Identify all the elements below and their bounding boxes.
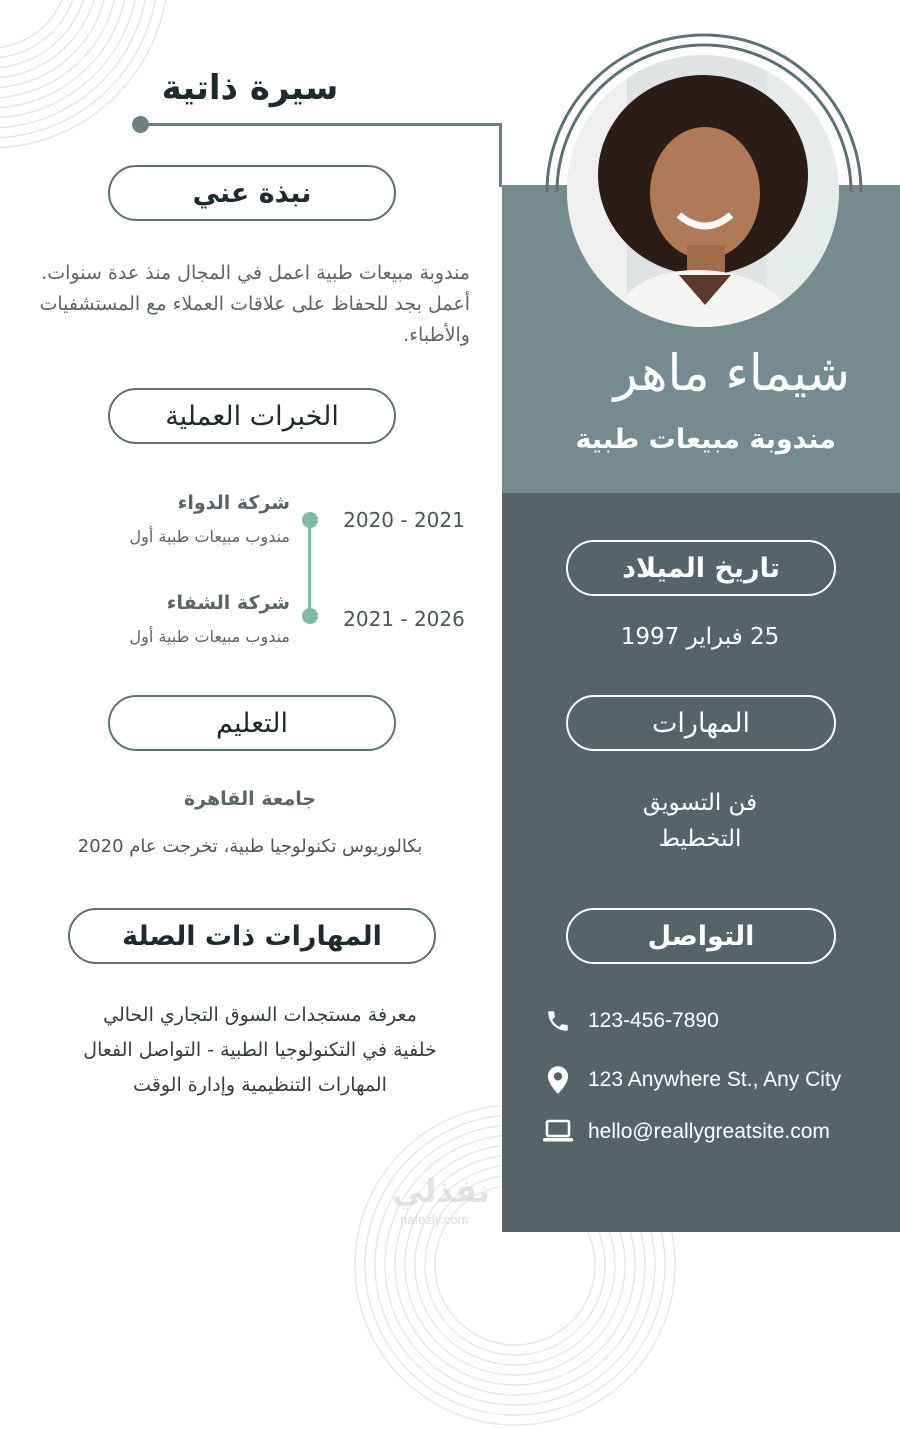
profile-job-title: مندوبة مبيعات طبية [575,424,836,455]
skill-item: التخطيط [658,826,742,852]
connector-line [140,123,502,126]
contact-heading: التواصل [566,908,836,964]
education-heading: التعليم [108,695,396,751]
about-heading: نبذة عني [108,165,396,221]
related-skill-item: المهارات التنظيمية وإدارة الوقت [133,1074,387,1096]
experience-years: 2020 - 2021 [343,508,465,532]
birth-heading: تاريخ الميلاد [566,540,836,596]
connector-dot [132,116,149,133]
profile-name: شيماء ماهر [613,344,850,402]
connector-line-vertical [499,123,502,187]
contact-email-row [540,1117,830,1147]
contact-email[interactable]: hello@reallygreatsite.com [588,1120,830,1143]
profile-photo [567,55,839,327]
experience-heading: الخبرات العملية [108,388,396,444]
experience-company: شركة الشفاء [166,592,290,614]
skills-heading: المهارات [566,695,836,751]
related-skill-item: معرفة مستجدات السوق التجاري الحالي [103,1004,417,1026]
experience-company: شركة الدواء [177,492,290,514]
related-skills-heading: المهارات ذات الصلة [68,908,436,964]
laptop-icon [540,1117,576,1147]
contact-phone[interactable]: 123-456-7890 [588,1009,719,1032]
page-title: سيرة ذاتية [161,68,339,108]
timeline-dot [302,512,318,528]
timeline-line [308,520,311,616]
watermark-logo: نفذلي [392,1172,490,1210]
birth-date: 25 فبراير 1997 [620,624,780,650]
timeline-dot [302,608,318,624]
contact-phone-row [540,1006,719,1036]
watermark-site: nafezly.com [400,1212,469,1227]
experience-role: مندوب مبيعات طبية أول [129,527,290,546]
experience-role: مندوب مبيعات طبية أول [129,627,290,646]
phone-icon [540,1006,576,1036]
contact-address-row [540,1065,841,1095]
location-pin-icon [540,1065,576,1095]
experience-years: 2021 - 2026 [343,607,465,631]
related-skill-item: خلفية في التكنولوجيا الطبية - التواصل الفعال [83,1039,437,1061]
education-university: جامعة القاهرة [183,788,317,810]
contact-address[interactable]: 123 Anywhere St., Any City [588,1068,842,1091]
skill-item: فن التسويق [642,790,758,816]
education-degree: بكالوريوس تكنولوجيا طبية، تخرجت عام 2020 [77,836,423,857]
about-text: مندوبة مبيعات طبية اعمل في المجال منذ عدة سنوات. أعمل بجد للحفاظ على علاقات العملاء مع المستشفيات والأطباء. [39,262,470,346]
